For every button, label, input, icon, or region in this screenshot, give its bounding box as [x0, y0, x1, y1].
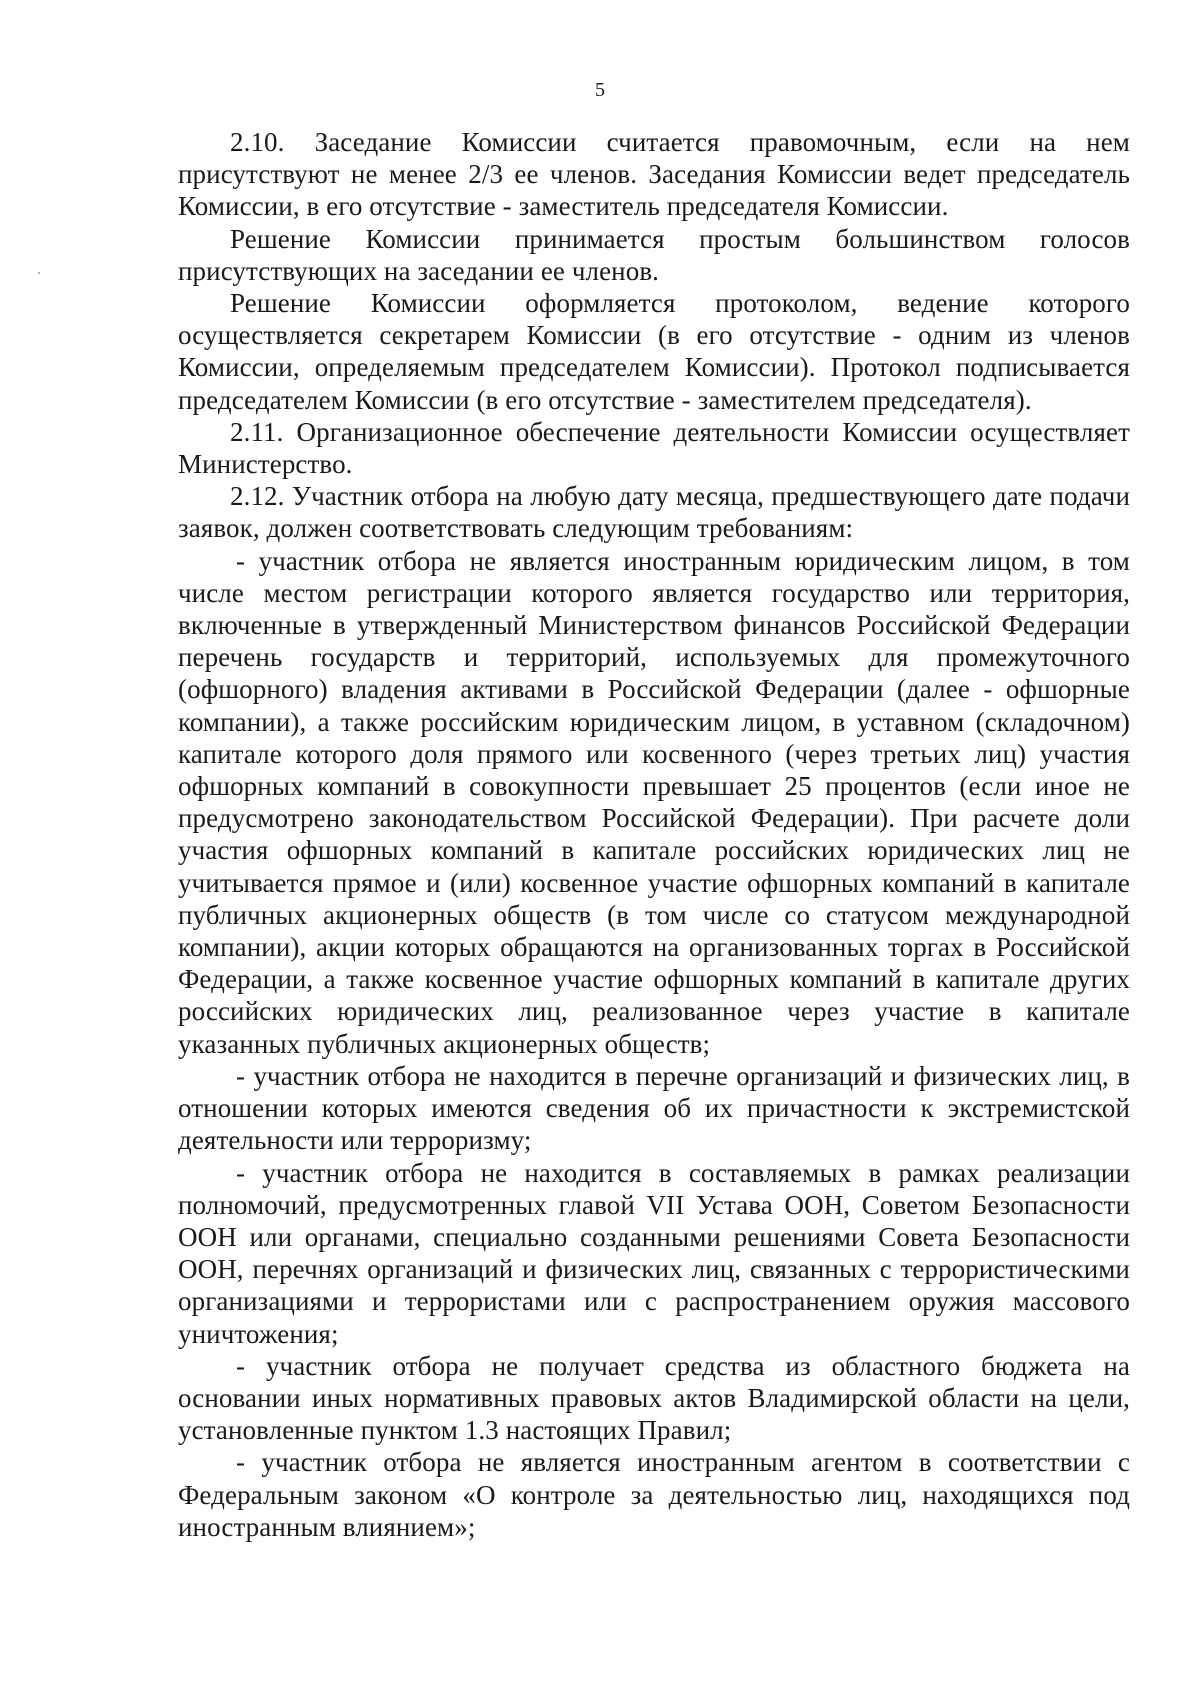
requirement-regional-budget: - участник отбора не получает средства из областного бюджета на основании иных нормативных правовых актов Владимирской области на цели, установленные пунктом 1.3 настоящих Правил; — [178, 1350, 1130, 1446]
requirement-extremism-list: - участник отбора не находится в перечне организаций и физических лиц, в отношении которых имеются сведения об их причастности к экстремистской деятельности или терроризму; — [178, 1060, 1130, 1156]
paragraph-2-10: 2.10. Заседание Комиссии считается правомочным, если на нем присутствуют не менее 2/3 ее членов. Заседания Комиссии ведет председатель Комиссии, в его отсутствие - заместитель председателя Комиссии. — [178, 127, 1130, 222]
requirement-offshore: - участник отбора не является иностранным юридическим лицом, в том числе местом регистрации которого является государство или территория, включенные в утвержденный Министерством финансов Российской Федерации перечень государств и территорий, используемых для промежуточного (офшорного) владения активами в Российской Федерации (далее - офшорные компании), а также российским юридическим лицом, в уставном (складочном) капитале которого доля прямого или косвенного (через третьих лиц) участия офшорных компаний в совокупности превышает 25 процентов (если иное не предусмотрено законодательством Российской Федерации). При расчете доли участия офшорных компаний в капитале российских юридических лиц не учитывается прямое и (или) косвенное участие офшорных компаний в капитале публичных акционерных обществ (в том числе со статусом международной компании), акции которых обращаются на организованных торгах в Российской Федерации, а также косвенное участие офшорных компаний в капитале других российских юридических лиц, реализованное через участие в капитале указанных публичных акционерных обществ; — [178, 545, 1130, 1059]
paragraph-2-12: 2.12. Участник отбора на любую дату месяца, предшествующего дате подачи заявок, должен соответствовать следующим требованиям: — [178, 481, 1130, 544]
scan-speck — [38, 272, 40, 274]
page-number: 5 — [595, 79, 605, 101]
paragraph-decision-protocol: Решение Комиссии оформляется протоколом, ведение которого осуществляется секретарем Комиссии (в его отсутствие - одним из членов Комиссии, определяемым председателем Комиссии). Протокол подписывается председателем Комиссии (в его отсутствие - заместителем председателя). — [178, 288, 1130, 415]
requirement-foreign-agent: - участник отбора не является иностранным агентом в соответствии с Федеральным законом «О контроле за деятельностью лиц, находящихся под иностранным влиянием»; — [178, 1447, 1130, 1542]
document-body — [178, 126, 1130, 1543]
requirement-un-list: - участник отбора не находится в составляемых в рамках реализации полномочий, предусмотренных главой VII Устава ООН, Советом Безопасности ООН или органами, специально созданными решениями Совета Безопасности ООН, перечнях организаций и физических лиц, связанных с террористическими организациями и террористами или с распространением оружия массового уничтожения; — [178, 1157, 1130, 1349]
paragraph-decision-voting: Решение Комиссии принимается простым большинством голосов присутствующих на заседании ее членов. — [178, 223, 1130, 286]
paragraph-2-11: 2.11. Организационное обеспечение деятельности Комиссии осуществляет Министерство. — [178, 416, 1130, 480]
